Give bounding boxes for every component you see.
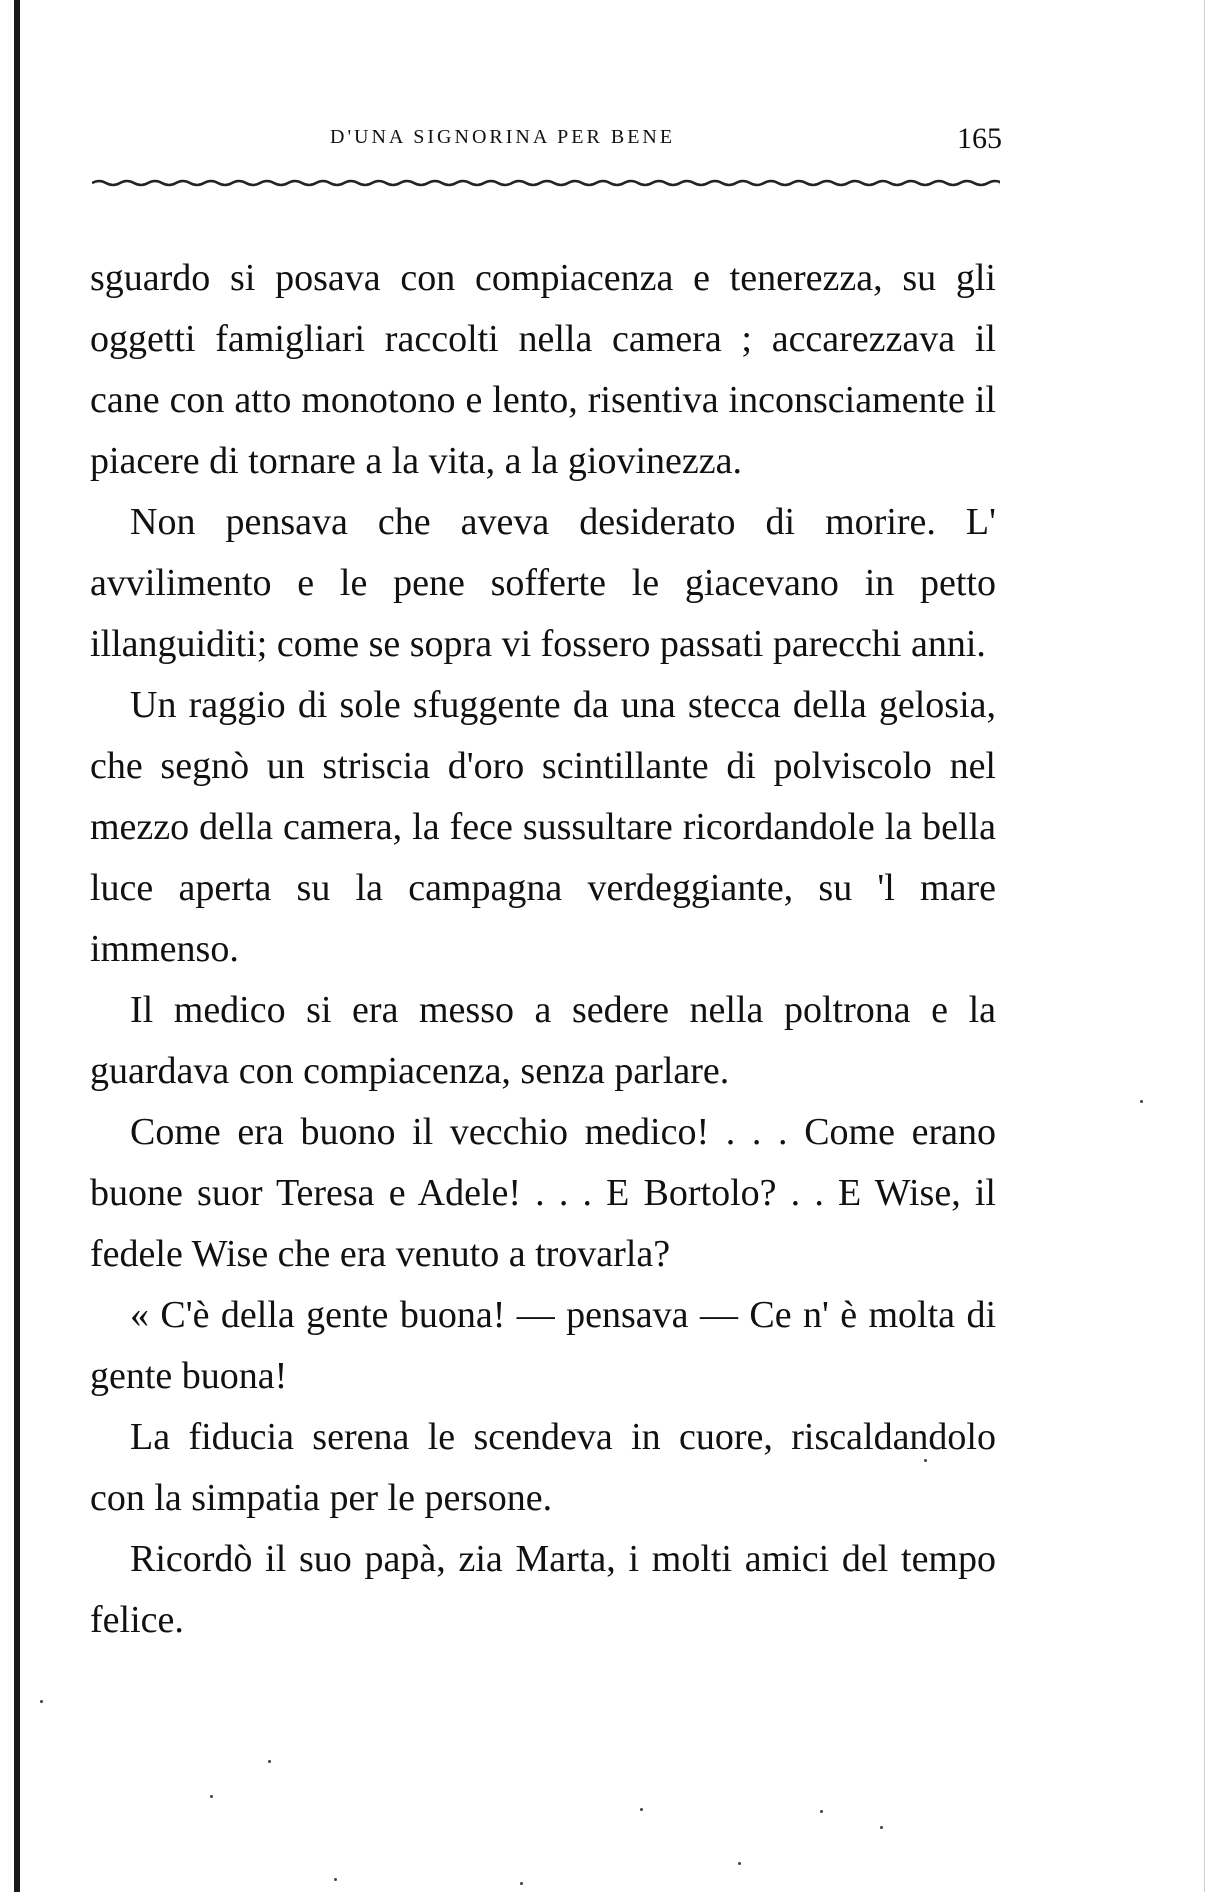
- print-speck: [1140, 1100, 1143, 1103]
- body-text: [90, 248, 996, 1651]
- print-speck: [40, 1700, 43, 1703]
- print-speck: [820, 1810, 823, 1813]
- decorative-wavy-rule: [92, 172, 1000, 194]
- print-speck: [880, 1826, 883, 1829]
- paragraph: Un raggio di sole sfuggente da una stecca della gelosia, che segnò un striscia d'oro scintillante di polviscolo nel mezzo della camera, la fece sussultare ricordandole la bella luce aperta su la campagna verdeggiante, su 'l mare immenso.: [90, 684, 996, 970]
- print-speck: [268, 1760, 271, 1763]
- running-title: D'UNA SIGNORINA PER BENE: [330, 126, 676, 148]
- paragraph: La fiducia serena le scendeva in cuore, riscaldandolo con la simpatia per le persone.: [90, 1416, 996, 1519]
- paragraph: Come era buono il vecchio medico! . . . Come erano buone suor Teresa e Adele! . . . E Bortolo? . . E Wise, il fedele Wise che era venuto a trovarla?: [90, 1111, 996, 1275]
- page-edge: [1204, 0, 1205, 1892]
- binding-edge: [14, 0, 20, 1892]
- print-speck: [924, 1459, 927, 1462]
- paragraph: Ricordò il suo papà, zia Marta, i molti amici del tempo felice.: [90, 1538, 996, 1641]
- print-speck: [640, 1808, 643, 1811]
- paragraph: Non pensava che aveva desiderato di morire. L' avvilimento e le pene sofferte le giacevano in petto illanguiditi; come se sopra vi fossero passati parecchi anni.: [90, 501, 996, 665]
- print-speck: [520, 1882, 523, 1885]
- print-speck: [210, 1795, 213, 1798]
- print-speck: [738, 1862, 741, 1865]
- paragraph: Il medico si era messo a sedere nella poltrona e la guardava con compiacenza, senza parlare.: [90, 989, 996, 1092]
- running-head: [90, 122, 1002, 162]
- page-number: 165: [957, 122, 1002, 155]
- paragraph: sguardo si posava con compiacenza e tenerezza, su gli oggetti famigliari raccolti nella camera ; accarezzava il cane con atto monotono e lento, risentiva inconsciamente il piacere di tornare a la vita, a la giovinezza.: [90, 257, 996, 482]
- paragraph: « C'è della gente buona! — pensava — Ce n' è molta di gente buona!: [90, 1294, 996, 1397]
- print-speck: [334, 1878, 337, 1881]
